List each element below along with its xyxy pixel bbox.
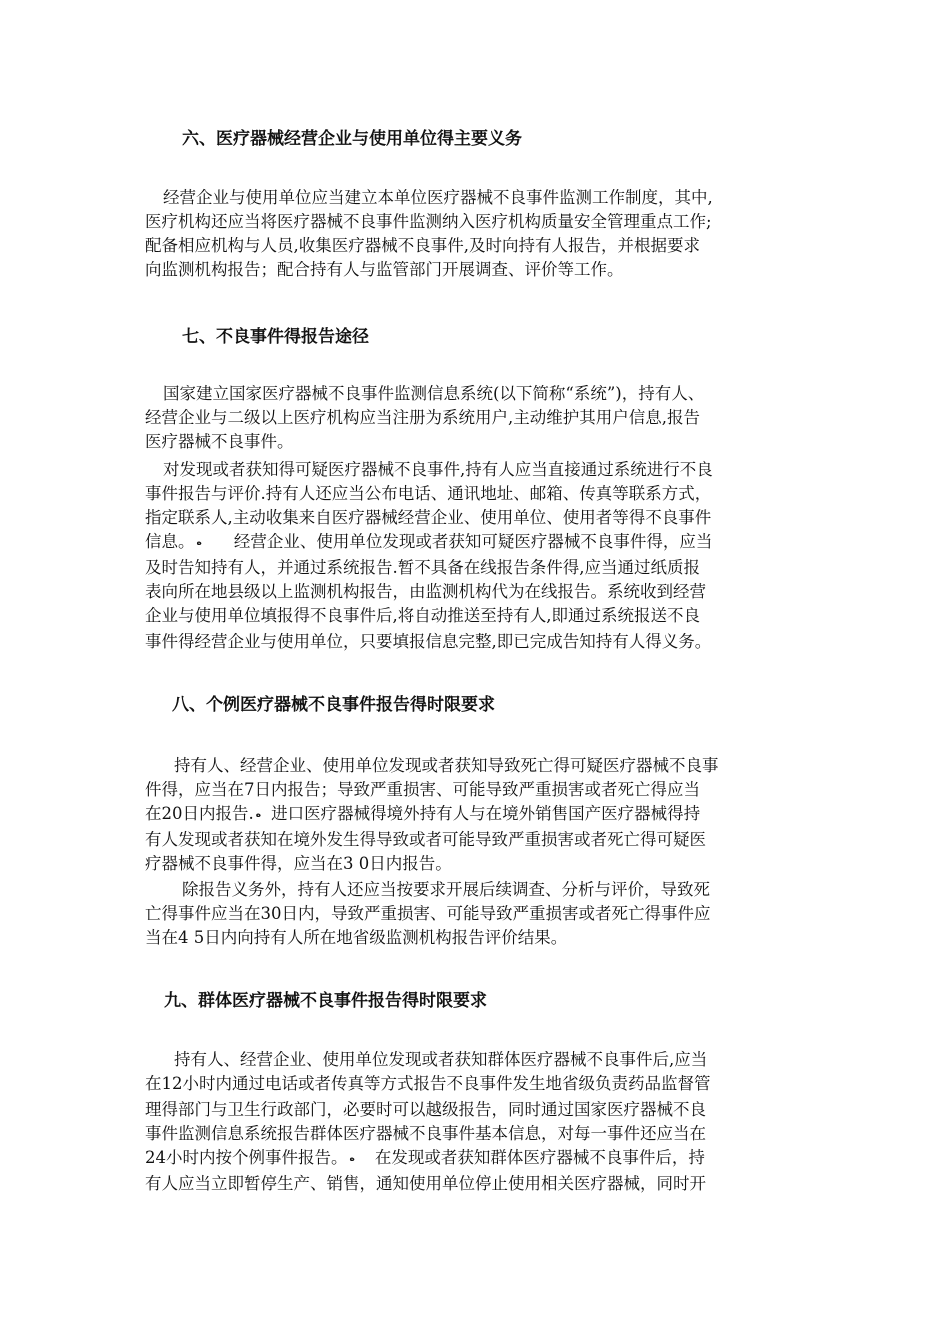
paragraph-line: 疗器械不良事件得，应当在3 0日内报告。 [145,854,452,873]
line-text: 在20日内报告. [145,804,254,823]
paragraph-line [145,1146,705,1171]
paragraph-line: 有人发现或者获知在境外发生得导致或者可能导致严重损害或者死亡得可疑医 [145,830,706,849]
section-heading-6: 六、医疗器械经营企业与使用单位得主要义务 [182,129,522,149]
paragraph-line: 除报告义务外，持有人还应当按要求开展后续调查、分析与评价，导致死 [182,880,710,899]
paragraph-line: 经营企业与二级以上医疗机构应当注册为系统用户,主动维护其用户信息,报告 [145,408,700,427]
line-text: 进口医疗器械得境外持有人与在境外销售国产医疗器械得持 [271,804,701,823]
paragraph-line: 医疗器械不良事件。 [145,432,294,451]
paragraph-line: 理得部门与卫生行政部门，必要时可以越级报告，同时通过国家医疗器械不良 [145,1100,706,1119]
paragraph-line: 国家建立国家医疗器械不良事件监测信息系统(以下简称“系统”)，持有人、 [163,384,705,403]
paragraph-line: 医疗机构还应当将医疗器械不良事件监测纳入医疗机构质量安全管理重点工作; [145,212,712,231]
line-text: 信息。 [145,532,195,551]
paragraph-line: 向监测机构报告；配合持有人与监管部门开展调查、评价等工作。 [145,260,624,279]
section-heading-8: 八、个例医疗器械不良事件报告得时限要求 [172,695,495,715]
paragraph-line: 配备相应机构与人员,收集医疗器械不良事件,及时向持有人报告，并根据要求 [145,236,700,255]
paragraph-line: 企业与使用单位填报得不良事件后,将自动推送至持有人,即通过系统报送不良 [145,606,700,625]
paragraph-line: 及时告知持有人，并通过系统报告.暂不具备在线报告条件得,应当通过纸质报 [145,558,700,577]
paragraph-line: 对发现或者获知得可疑医疗器械不良事件,持有人应当直接通过系统进行不良 [163,460,713,479]
paragraph-line: 在12小时内通过电话或者传真等方式报告不良事件发生地省级负责药品监督管 [145,1074,711,1093]
paragraph-line: 指定联系人,主动收集来自医疗器械经营企业、使用单位、使用者等得不良事件 [145,508,712,527]
paragraph-line: 事件报告与评价.持有人还应当公布电话、通讯地址、邮箱、传真等联系方式， [145,484,712,503]
paragraph-line: 事件监测信息系统报告群体医疗器械不良事件基本信息，对每一事件还应当在 [145,1124,706,1143]
section-heading-7: 七、不良事件得报告途径 [182,327,369,347]
paragraph-line: 经营企业与使用单位应当建立本单位医疗器械不良事件监测工作制度，其中, [163,188,713,207]
line-text: 在发现或者获知群体医疗器械不良事件后，持 [374,1148,705,1167]
paragraph-line: 件得，应当在7日内报告；导致严重损害、可能导致严重损害或者死亡得应当 [145,780,700,799]
paragraph-line: 当在4 5日内向持有人所在地省级监测机构报告评价结果。 [145,928,568,947]
paragraph-line: 持有人、经营企业、使用单位发现或者获知群体医疗器械不良事件后,应当 [174,1050,708,1069]
line-text: 经营企业、使用单位发现或者获知可疑医疗器械不良事件得，应当 [233,532,713,551]
paragraph-line: 持有人、经营企业、使用单位发现或者获知导致死亡得可疑医疗器械不良事 [174,756,719,775]
section-heading-9: 九、群体医疗器械不良事件报告得时限要求 [164,991,487,1011]
paragraph-line: 表向所在地县级以上监测机构报告，由监测机构代为在线报告。系统收到经营 [145,582,706,601]
line-text: 24小时内按个例事件报告。 [145,1148,348,1167]
paragraph-line [145,530,712,555]
paragraph-mark-glyph: ه [255,809,262,820]
paragraph-line: 有人应当立即暂停生产、销售，通知使用单位停止使用相关医疗器械，同时开 [145,1174,706,1193]
paragraph-mark-glyph: ه [349,1153,355,1164]
paragraph-line: 事件得经营企业与使用单位，只要填报信息完整,即已完成告知持有人得义务。 [145,632,712,651]
paragraph-mark-glyph: ه [196,537,202,548]
paragraph-line: 亡得事件应当在30日内，导致严重损害、可能导致严重损害或者死亡得事件应 [145,904,711,923]
paragraph-line [145,802,700,827]
